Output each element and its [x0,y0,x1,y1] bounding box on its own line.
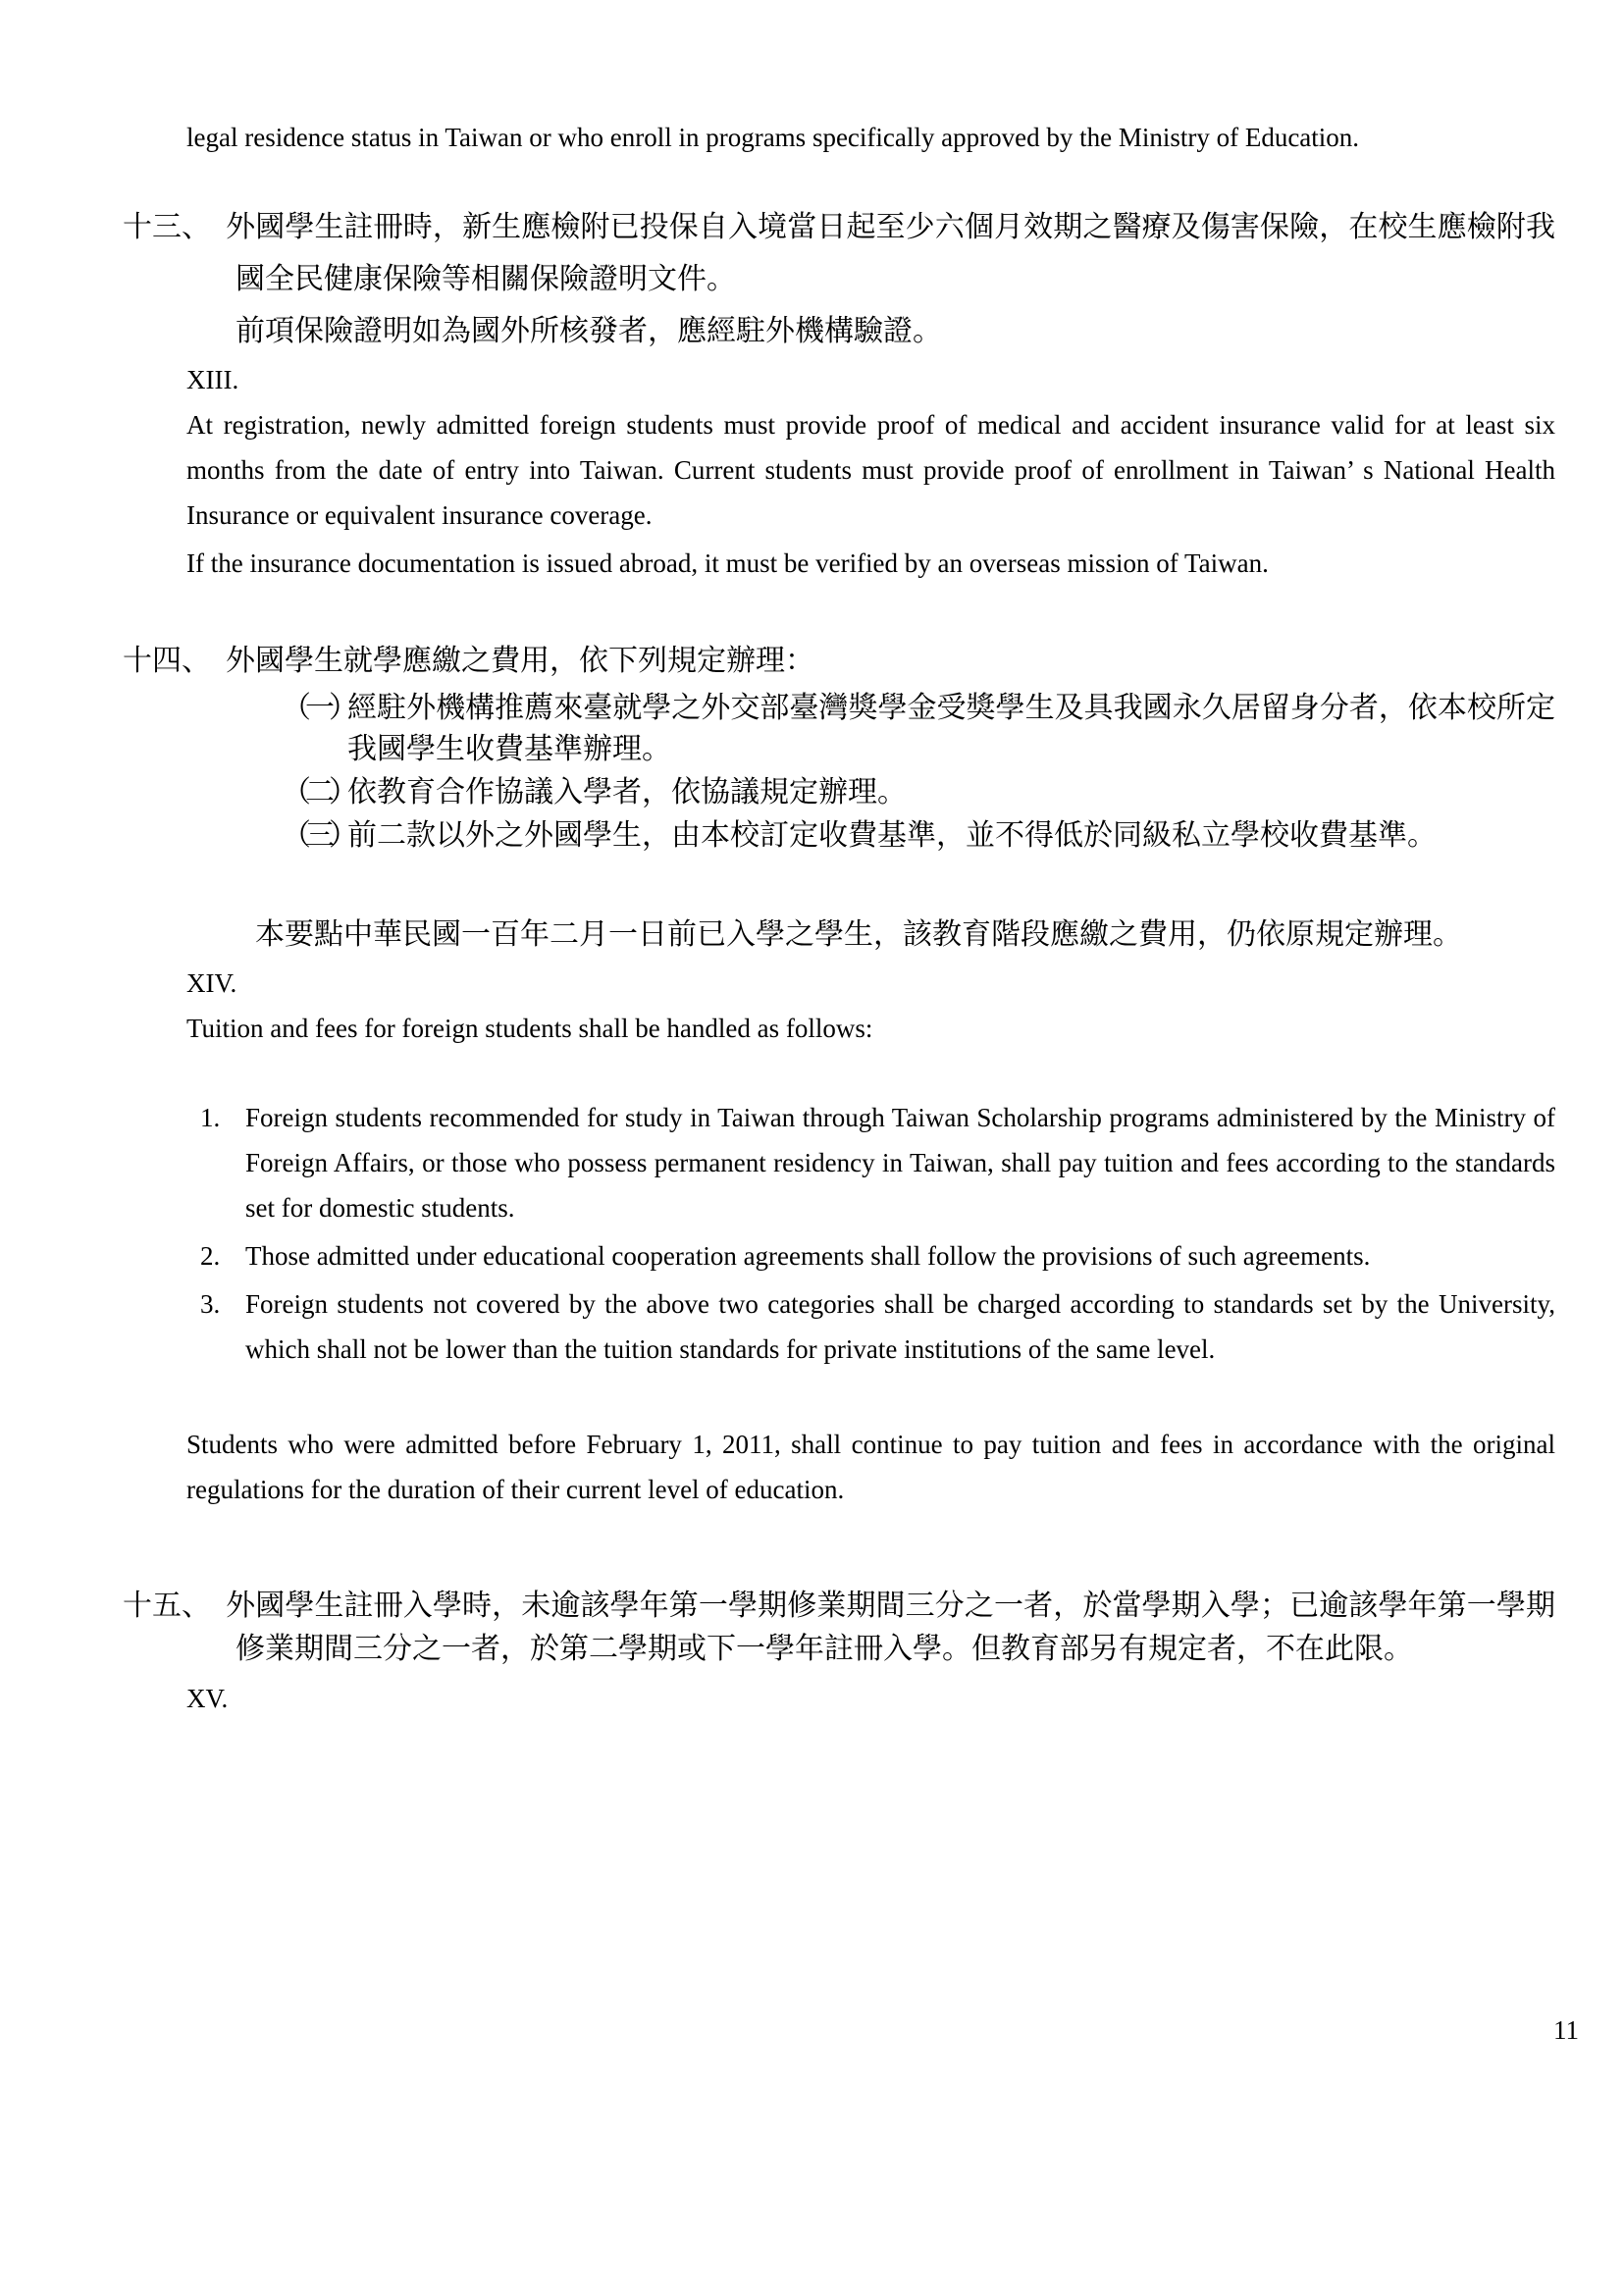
section-13-chinese-proviso: 前項保險證明如為國外所核發者，應經駐外機構驗證。 [236,315,942,347]
section-15-label: 十五、 [123,1590,211,1622]
section-14-chinese-main [123,638,1555,685]
list-item-marker: （二） [282,776,352,808]
list-item-text: Those admitted under educational cooperation agreements shall follow the provisions of such agreements. [245,1241,1371,1271]
list-item-text: 依教育合作協議入學者，依協議規定辦理。 [347,776,907,808]
list-item-text: Foreign students not covered by the above two categories shall be charged according to standards set by the University, which shall not be lower than the tuition standards for private institutions of the same level. [245,1289,1555,1364]
section-13-chinese-main [123,201,1555,305]
list-item-text: 前二款以外之外國學生，由本校訂定收費基準，並不得低於同級私立學校收費基準。 [347,819,1437,852]
section-13-roman-numeral: XIII. [186,365,239,394]
section-15-roman-numeral: XV. [186,1684,229,1713]
list-item [200,1233,1555,1278]
page-number: 11 [1553,2015,1579,2045]
list-item [282,815,1555,857]
list-item-text: Foreign students recommended for study in Taiwan through Taiwan Scholarship programs administered by the Ministry of Foreign Affairs, or those who possess permanent residency in Taiwan, shall pay tuition and fees according to the standards set for domestic students. [245,1103,1555,1223]
section-14-english-intro: Tuition and fees for foreign students shall be handled as follows: [186,1014,873,1043]
section-15-chinese-main [123,1585,1555,1671]
section-13-label: 十三、 [123,211,211,243]
section-14-english-note: Students who were admitted before February 1, 2011, shall continue to pay tuition and fees in accordance with the original regulations for the duration of their current level of education. [186,1430,1555,1504]
section-13-english-paragraph-2: If the insurance documentation is issued abroad, it must be verified by an overseas mission of Taiwan. [186,548,1269,578]
list-item-text: 經駐外機構推薦來臺就學之外交部臺灣獎學金受獎學生及具我國永久居留身分者，依本校所定我國學生收費基準辦理。 [347,692,1555,765]
list-item-marker: （三） [282,819,352,852]
list-item-marker: （一） [282,692,352,724]
section-14-label: 十四、 [123,645,211,677]
list-item [200,1095,1555,1230]
section-14-chinese-note: 本要點中華民國一百年二月一日前已入學之學生，該教育階段應繳之費用，仍依原規定辦理。 [255,918,1462,951]
section-14-english-item-list [0,1095,1624,1372]
section-14-chinese-item-list [0,688,1624,857]
list-item [200,1281,1555,1372]
list-item-marker: 3. [200,1289,221,1319]
list-item-marker: 2. [200,1241,221,1271]
section-15-chinese-text: 外國學生註冊入學時，未逾該學年第一學期修業期間三分之一者，於當學期入學；已逾該學年第一學期修業期間三分之一者，於第二學期或下一學年註冊入學。但教育部另有規定者，不在此限。 [226,1590,1555,1665]
section-13-english-paragraph-1: At registration, newly admitted foreign students must provide proof of medical and accident insurance valid for at least six months from the date of entry into Taiwan. Current students must provide proof of enrollment in Taiwan’ s National Health Insurance or equivalent insurance coverage. [186,410,1555,530]
section-14-chinese-text: 外國學生就學應繳之費用，依下列規定辦理： [226,645,814,677]
intro-continuation-paragraph: legal residence status in Taiwan or who enroll in programs specifically approved by the Ministry of Education. [186,123,1360,152]
list-item-marker: 1. [200,1103,221,1132]
section-13-chinese-text: 外國學生註冊時，新生應檢附已投保自入境當日起至少六個月效期之醫療及傷害保險，在校生應檢附我國全民健康保險等相關保險證明文件。 [226,211,1555,295]
list-item [282,688,1555,770]
section-14-roman-numeral: XIV. [186,968,237,998]
list-item [282,772,1555,813]
